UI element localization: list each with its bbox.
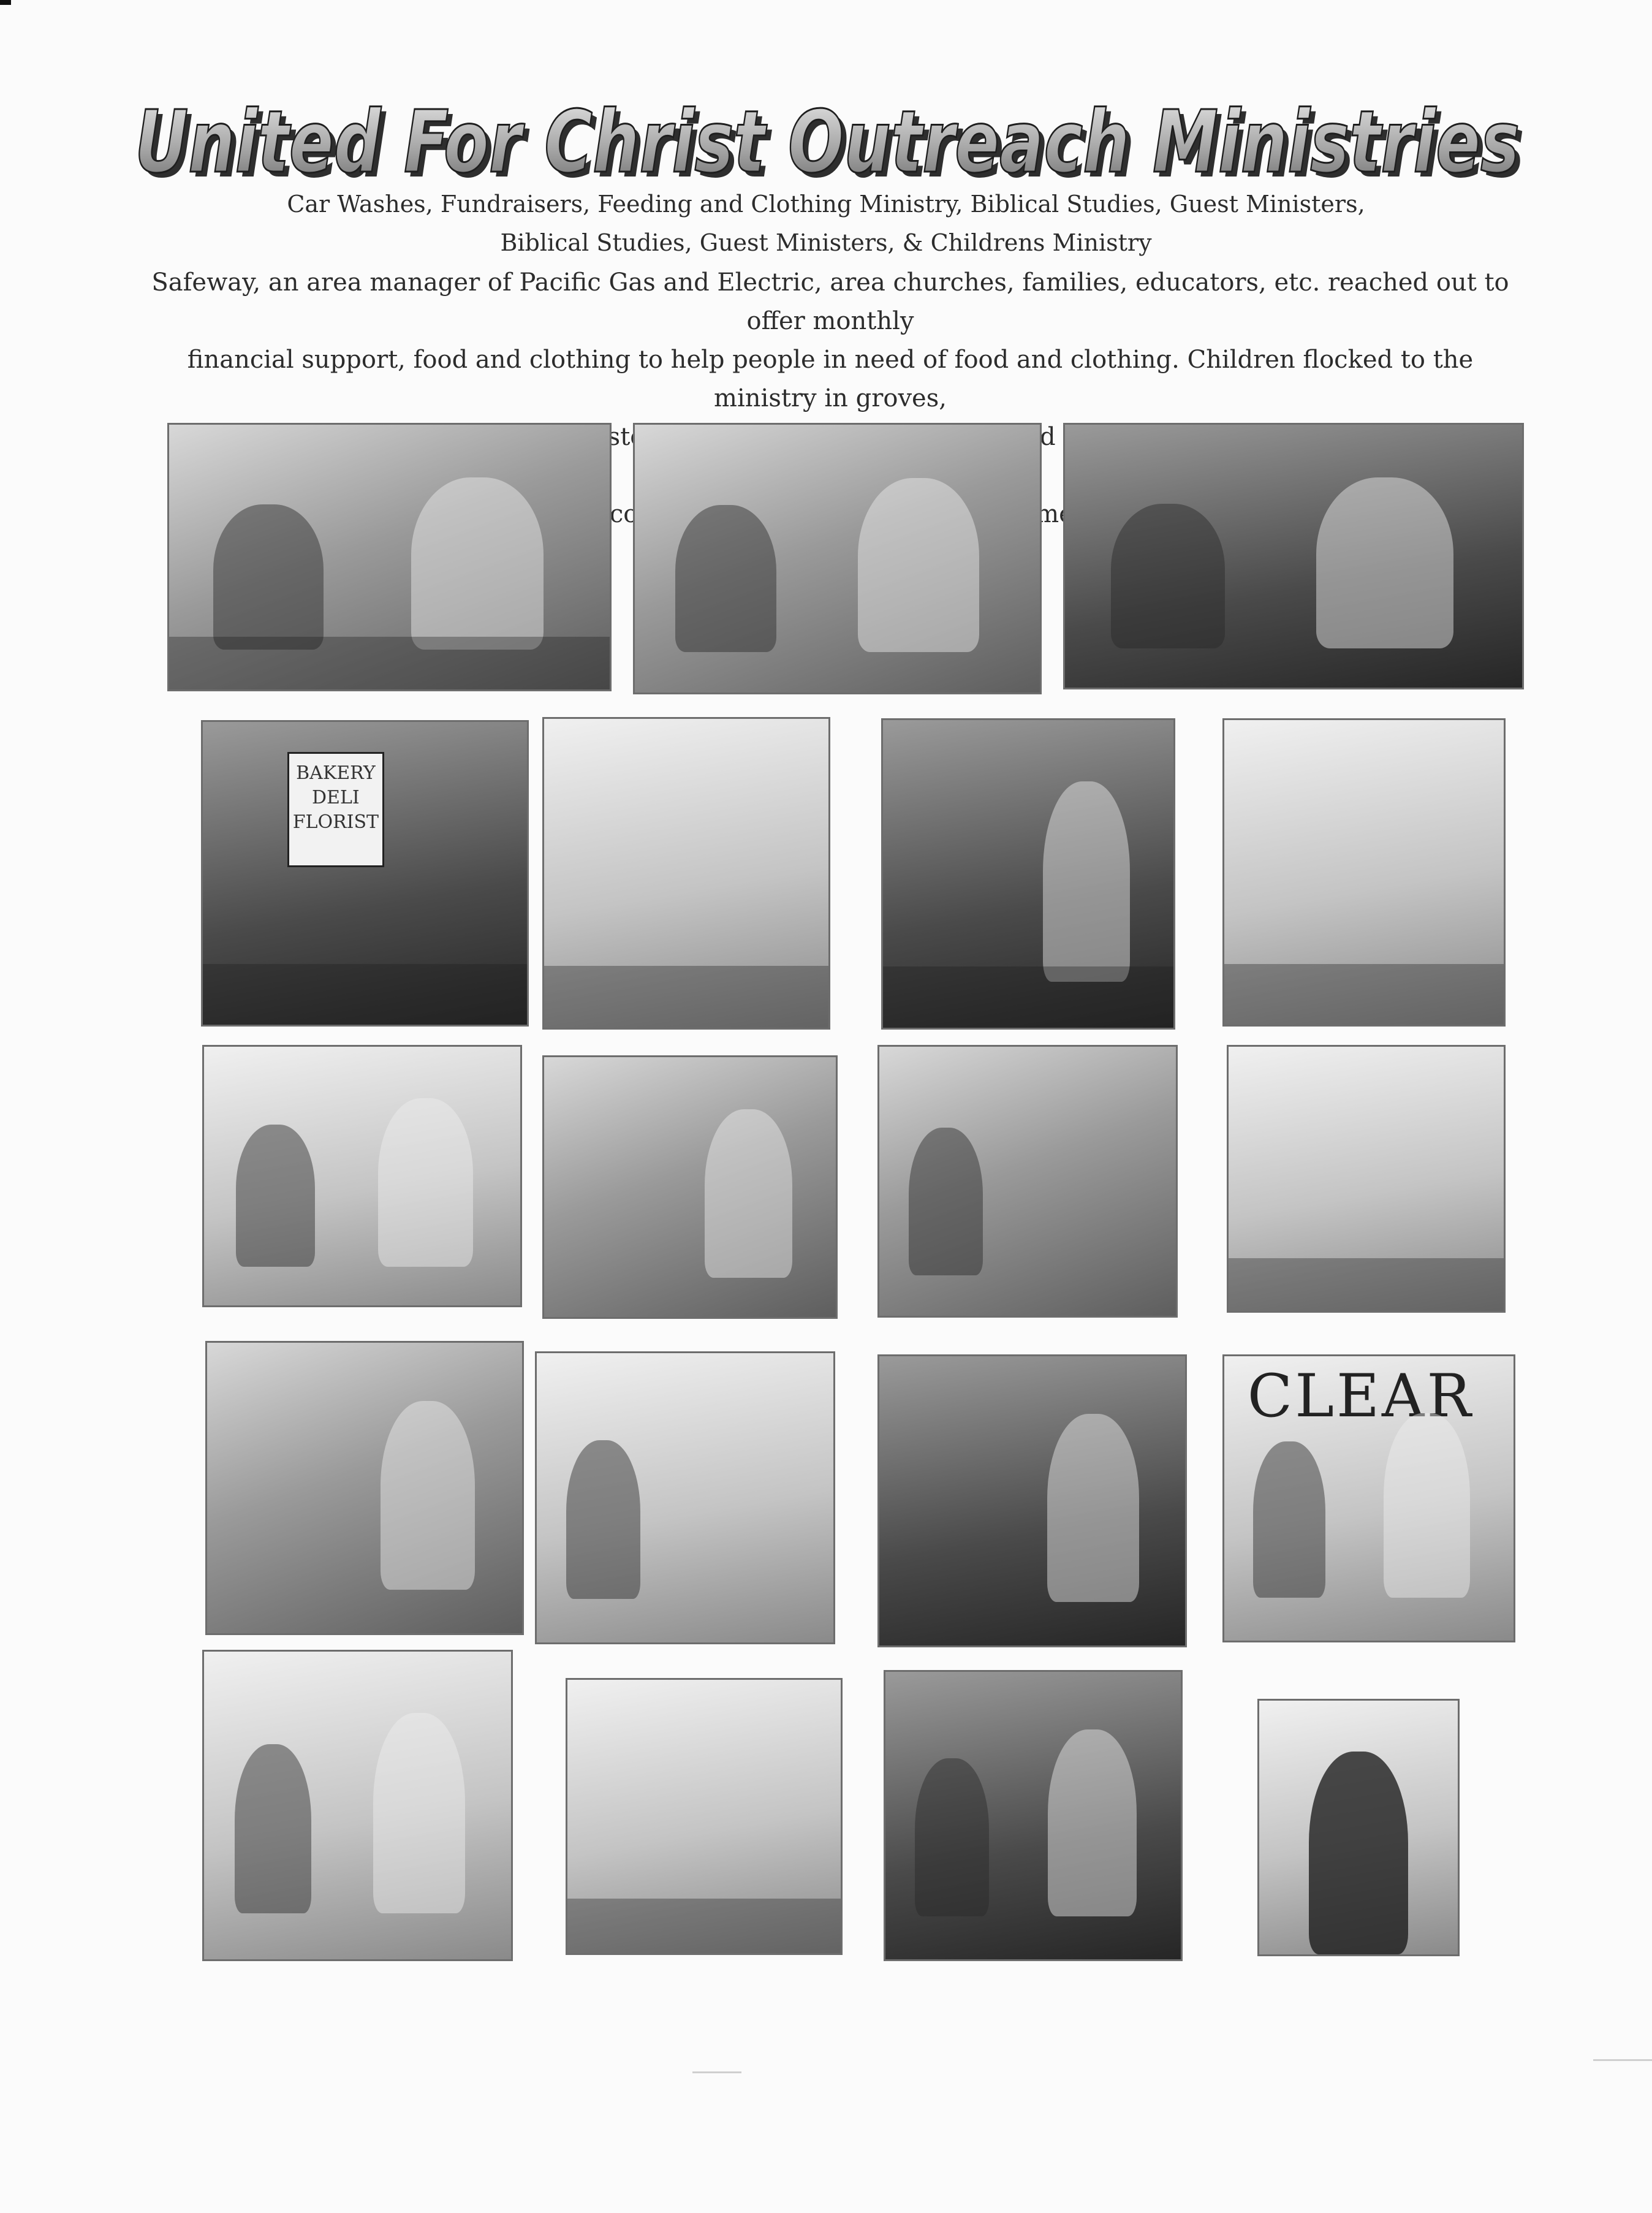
photo-figure	[378, 1098, 473, 1266]
photo-two-men-at-table	[202, 1650, 513, 1961]
photo-figure	[411, 477, 544, 650]
photo-child-in-garden	[1227, 1045, 1506, 1313]
photo-woman-portrait	[1257, 1699, 1460, 1956]
photo-bakery-storefront	[201, 720, 529, 1027]
photo-group-at-table	[167, 423, 612, 691]
clear-sign: CLEAR	[1247, 1362, 1474, 1431]
page-title-text: United For Christ Outreach Ministries	[135, 93, 1520, 192]
photo-car-wash-2	[1222, 718, 1506, 1027]
photo-table	[203, 964, 527, 1025]
photo-figure	[236, 1125, 315, 1267]
photo-figure	[1253, 1441, 1325, 1598]
photo-children-group	[881, 718, 1175, 1030]
page-title	[123, 92, 1538, 196]
photo-figure	[235, 1744, 311, 1913]
bakery-sign	[287, 752, 385, 867]
photo-car	[544, 966, 828, 1028]
scan-edge-mark	[0, 0, 11, 5]
photo-figure	[1309, 1752, 1408, 1954]
paragraph-line: home.	[1005, 500, 1082, 528]
photo-audience-seated	[633, 423, 1042, 694]
photo-steps	[883, 966, 1173, 1028]
bakery-sign-line: FLORIST	[292, 811, 379, 833]
photo-table	[567, 1899, 841, 1953]
photo-figure	[915, 1758, 989, 1916]
photo-figure	[705, 1109, 792, 1278]
subtitle-line-2: Biblical Studies, Guest Ministers, & Childrens Ministry	[500, 229, 1152, 256]
scan-artifact	[692, 2071, 741, 2073]
photo-child-by-car	[205, 1341, 524, 1635]
photo-car-wash-1	[542, 717, 830, 1030]
photo-stacked-supplies	[566, 1678, 843, 1955]
photo-figure	[1043, 781, 1130, 981]
photo-children-with-poster	[202, 1045, 522, 1307]
photo-speaker-at-podium	[877, 1354, 1187, 1647]
bakery-sign-line: BAKERY	[296, 762, 376, 784]
photo-table	[169, 637, 610, 689]
photo-figure	[1316, 477, 1453, 648]
photo-figure	[213, 504, 324, 650]
photo-audience-listening	[1063, 423, 1524, 689]
paragraph-line: Safeway, an area manager of Pacific Gas and Electric, area churches, families, educators, etc. reached out to offer monthly	[151, 268, 1509, 335]
photo-figure	[675, 505, 776, 652]
scan-artifact	[1593, 2059, 1652, 2061]
page-title-shadow: United For Christ Outreach Ministries	[140, 97, 1525, 196]
photo-figure	[566, 1440, 640, 1600]
photo-figure	[381, 1401, 475, 1590]
photo-figure	[1384, 1413, 1471, 1598]
photo-figure	[858, 478, 979, 652]
photo-bushes	[1229, 1258, 1504, 1311]
subtitle-line-1: Car Washes, Fundraisers, Feeding and Clothing Ministry, Biblical Studies, Guest Ministers,	[287, 191, 1365, 218]
photo-car	[1224, 964, 1504, 1025]
bakery-sign-line: DELI	[312, 787, 360, 809]
photo-figure	[373, 1713, 465, 1913]
photo-figure	[909, 1128, 983, 1275]
photo-people-in-hall	[884, 1670, 1183, 1961]
photo-minister-raising-hand	[542, 1055, 838, 1319]
paragraph-line: financial support, food and clothing to help people in need of food and clothing. Children flocked to the ministry in groves,	[187, 346, 1474, 412]
photo-room-with-shelves	[877, 1045, 1178, 1318]
photo-elderly-woman-seated	[535, 1351, 835, 1644]
photo-figure	[1111, 504, 1226, 648]
photo-figure	[1048, 1729, 1137, 1916]
photo-clear-sign-children	[1222, 1354, 1515, 1642]
photo-figure	[1047, 1414, 1139, 1602]
